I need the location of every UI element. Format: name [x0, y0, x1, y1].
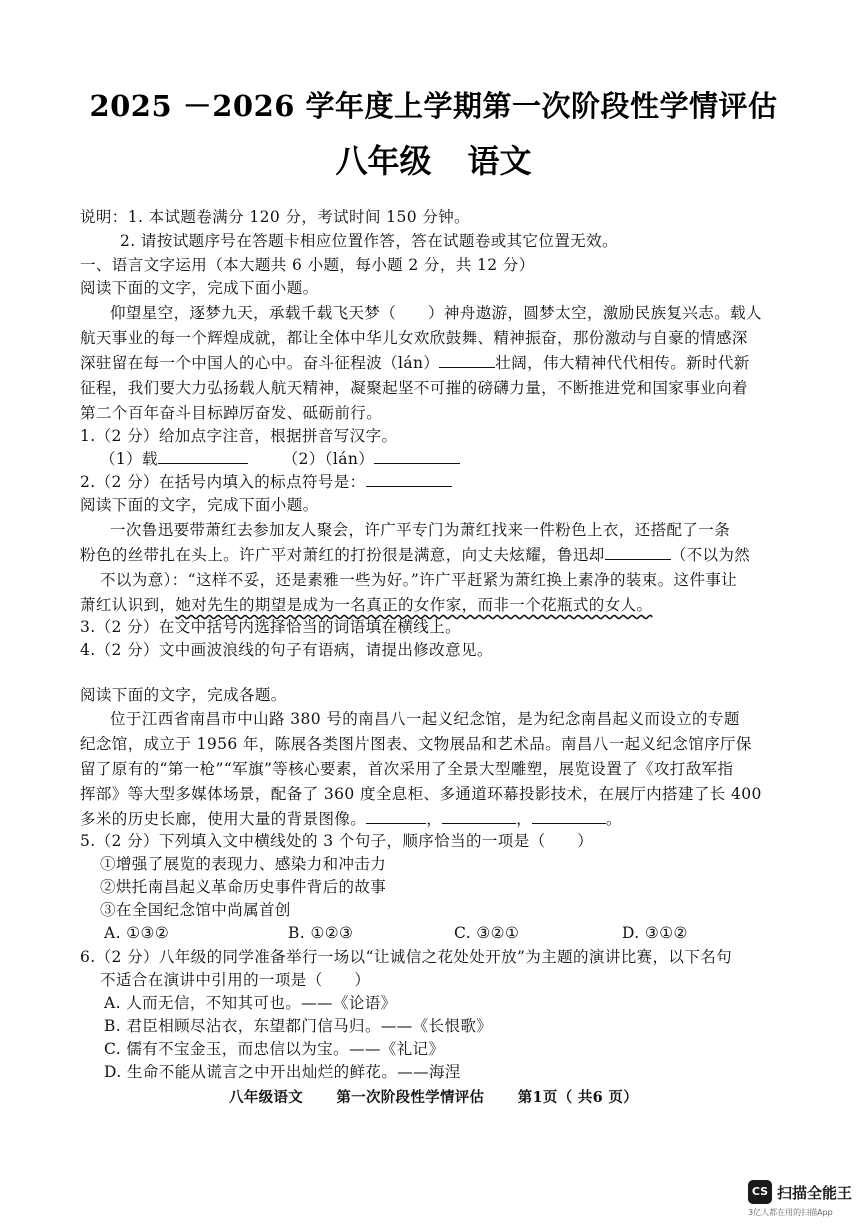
footer-subject: 八年级语文: [229, 1089, 303, 1106]
q6-option-b: B. 君臣相顾尽沾衣，东望都门信马归。——《长恨歌》: [104, 1017, 493, 1035]
section-heading: 一、语言文字运用（本大题共 6 小题，每小题 2 分，共 12 分）: [80, 256, 535, 274]
q5-option-a: A. ①③②: [104, 924, 170, 942]
question-6: 6.（2 分）八年级的同学准备举行一场以“让诚信之花处处开放”为主题的演讲比赛，以下名句: [80, 948, 733, 966]
subject-label: 语文: [467, 142, 532, 180]
footer-page-number: 第1页（ 共6 页）: [517, 1089, 638, 1106]
instruction-line-2: 2. 请按试题序号在答题卡相应位置作答，答在试题卷或其它位置无效。: [120, 232, 618, 250]
answer-blank: [366, 808, 426, 824]
answer-blank: [158, 448, 248, 464]
q5-option-b: B. ①②③: [288, 924, 354, 942]
passage2-line-3: 不以为意）：“这样不妥，还是素雅一些为好。”许广平赶紧为萧红换上素净的装束。这件事让: [100, 571, 738, 589]
question-4: 4.（2 分）文中画波浪线的句子有语病，请提出修改意见。: [80, 641, 493, 659]
question-3: 3.（2 分）在文中括号内选择恰当的词语填在横线上。: [80, 618, 461, 636]
watermark-tagline: 3亿人都在用的扫描App: [748, 1208, 833, 1217]
instruction-line-1: 说明：1. 本试题卷满分 120 分，考试时间 150 分钟。: [80, 208, 470, 226]
q5-item-1: ①增强了展览的表现力、感染力和冲击力: [100, 855, 387, 873]
page-footer: [0, 1086, 867, 1107]
answer-blank: [366, 471, 452, 487]
exam-title: 2025 －2026 学年度上学期第一次阶段性学情评估: [89, 89, 778, 123]
watermark-name: 扫描全能王: [777, 1184, 853, 1202]
passage1-line-3: 深驻留在每一个中国人的心中。奋斗征程波（lán） 壮阔，伟大精神代代相传。新时代新: [80, 354, 750, 372]
passage3-line-1: 位于江西省南昌市中山路 380 号的南昌八一起义纪念馆，是为纪念南昌起义而设立的专题: [110, 710, 740, 728]
reading-intro-3: 阅读下面的文字，完成各题。: [80, 686, 287, 704]
reading-intro-1: 阅读下面的文字，完成下面小题。: [80, 279, 319, 297]
passage1-line-2: 航天事业的每一个辉煌成就，都让全体中华儿女欢欣鼓舞、精神振奋，那份激动与自豪的情感深: [80, 329, 748, 347]
q5-item-3: ③在全国纪念馆中尚属首创: [100, 901, 291, 919]
grade-label: 八年级: [335, 142, 432, 180]
passage1-line-1: 仰望星空，逐梦九天，承载千载飞天梦（ ）神舟遨游，圆梦太空，激励民族复兴志。载人: [110, 304, 762, 322]
passage2-line-1: 一次鲁迅要带萧红去参加友人聚会，许广平专门为萧红找来一件粉色上衣，还搭配了一条: [110, 521, 731, 539]
passage3-line-2: 纪念馆，成立于 1956 年，陈展各类图片图表、文物展品和艺术品。南昌八一起义纪念馆序厅保: [80, 735, 752, 753]
question-5: 5.（2 分）下列填入文中横线处的 3 个句子，顺序恰当的一项是（ ）: [80, 832, 594, 850]
answer-blank: [605, 544, 671, 560]
camscanner-icon: CS: [748, 1180, 772, 1204]
q6-option-a: A. 人而无信，不知其可也。——《论语》: [104, 994, 397, 1012]
passage2-line-4: 萧红认识到，她对先生的期望是成为一名真正的女作家，而非一个花瓶式的女人。: [80, 596, 653, 614]
question-1-answers: （1）载 （2）（lán）: [100, 448, 810, 470]
q5-item-2: ②烘托南昌起义革命历史事件背后的故事: [100, 878, 387, 896]
q6-option-d: D. 生命不能从谎言之中开出灿烂的鲜花。——海涅: [104, 1063, 461, 1081]
answer-blank: [439, 352, 495, 368]
q5-option-d: D. ③①②: [622, 924, 688, 942]
exam-subtitle: [0, 136, 867, 182]
question-1: 1.（2 分）给加点字注音，根据拼音写汉字。: [80, 427, 398, 445]
q6-option-c: C. 儒有不宝金玉，而忠信以为宝。——《礼记》: [104, 1040, 445, 1058]
passage2-line-2: 粉色的丝带扎在头上。许广平对萧红的打扮很是满意，向丈夫炫耀，鲁迅却 （不以为然: [80, 546, 751, 564]
passage1-line-5: 第二个百年奋斗目标踔厉奋发、砥砺前行。: [80, 404, 383, 422]
q5-option-c: C. ③②①: [454, 924, 520, 942]
passage3-line-3: 留了原有的“第一枪”“军旗”等核心要素，首次采用了全景大型雕塑，展览设置了《攻打敌军指: [80, 760, 734, 778]
footer-exam: 第一次阶段性学情评估: [336, 1089, 485, 1106]
passage3-line-5: 多米的历史长廊，使用大量的背景图像。 ， ， 。: [80, 810, 622, 828]
answer-blank: [442, 808, 516, 824]
wavy-sentence: 她对先生的期望是成为一名真正的女作家，而非一个花瓶式的女人。: [175, 596, 653, 614]
passage1-line-4: 征程，我们要大力弘扬载人航天精神，凝聚起坚不可摧的磅礴力量，不断推进党和国家事业向着: [80, 379, 748, 397]
answer-blank: [374, 448, 460, 464]
passage3-line-4: 挥部》等大型多媒体场景，配备了 360 度全息柜、多通道环幕投影技术，在展厅内搭建了长 400: [80, 785, 762, 803]
scanner-watermark: [748, 1180, 858, 1220]
question-6-cont: 不适合在演讲中引用的一项是（ ）: [100, 971, 371, 989]
answer-blank: [532, 808, 606, 824]
reading-intro-2: 阅读下面的文字，完成下面小题。: [80, 496, 319, 514]
question-2: 2.（2 分）在括号内填入的标点符号是：: [80, 471, 790, 493]
